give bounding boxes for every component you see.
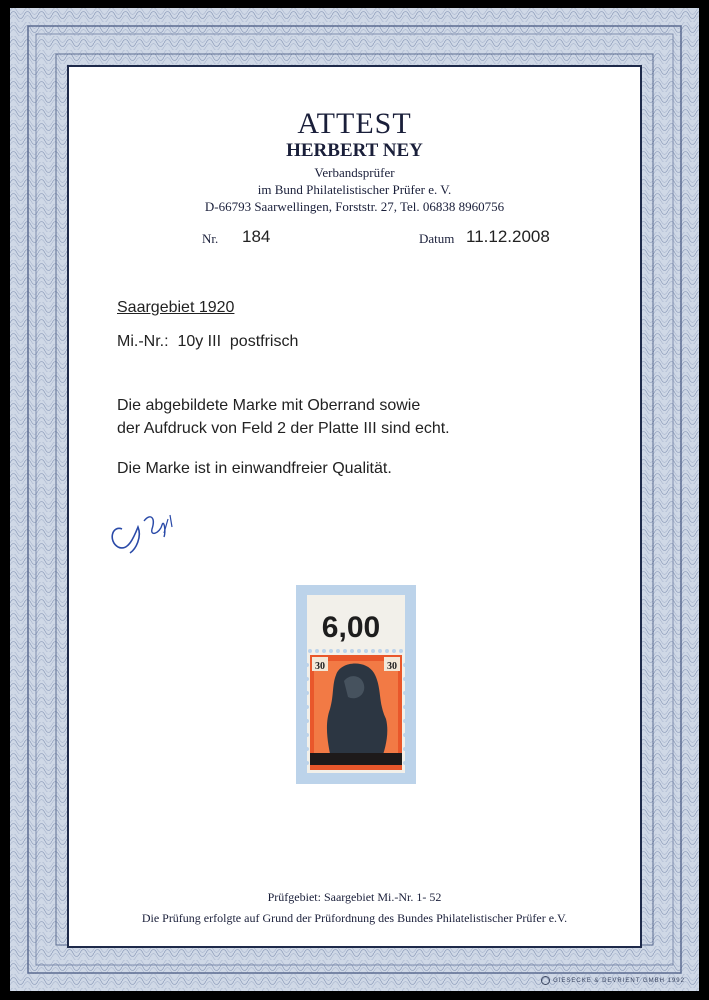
quality-statement: Die Marke ist in einwandfreier Qualität. xyxy=(117,460,392,477)
statement-line-1: Die abgebildete Marke mit Oberrand sowie xyxy=(117,397,421,414)
stamp-issue-heading: Saargebiet 1920 xyxy=(117,299,235,316)
examiner-address: D-66793 Saarwellingen, Forststr. 27, Tel. 06838 8960756 xyxy=(204,199,505,214)
examination-scope: Prüfgebiet: Saargebiet Mi.-Nr. 1- 52 xyxy=(267,890,442,904)
statement-line-2: der Aufdruck von Feld 2 der Platte III sind echt. xyxy=(117,420,450,437)
certificate-sheet xyxy=(10,8,699,991)
stamp-value-left: 30 xyxy=(315,661,325,672)
certificate-date: 11.12.2008 xyxy=(466,227,550,246)
certificate-title: ATTEST xyxy=(297,107,412,140)
examiner-association: im Bund Philatelistischer Prüfer e. V. xyxy=(257,182,452,197)
stamp-value-right: 30 xyxy=(387,661,397,672)
date-label: Datum xyxy=(419,231,455,246)
certificate-content-area xyxy=(67,65,642,948)
margin-inscription: 6,00 xyxy=(321,611,381,644)
examiner-name: HERBERT NEY xyxy=(286,140,423,161)
stamp-image xyxy=(296,585,416,784)
number-label: Nr. xyxy=(202,231,219,246)
catalog-number: Mi.-Nr.: 10y III postfrisch xyxy=(117,333,299,350)
examiner-role: Verbandsprüfer xyxy=(314,165,395,180)
printer-text: GIESECKE & DEVRIENT GMBH 1992 xyxy=(553,978,685,985)
examination-regulation: Die Prüfung erfolgte auf Grund der Prüfordnung des Bundes Philatelistischer Prüfer e.V. xyxy=(141,911,568,925)
certificate-number: 184 xyxy=(242,227,271,246)
printer-imprint xyxy=(541,976,685,985)
handwritten-signature xyxy=(104,497,204,557)
stamp-illustration xyxy=(296,585,416,784)
copyright-icon xyxy=(541,976,550,985)
